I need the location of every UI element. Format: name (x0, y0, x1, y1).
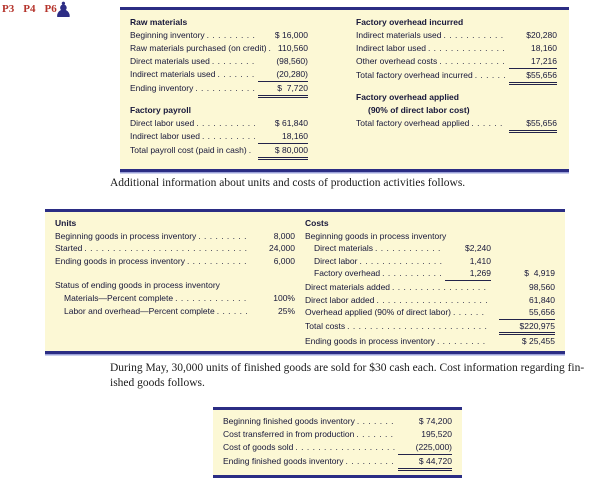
table-row (55, 279, 295, 292)
row-label: Beginning goods in process inventory (305, 230, 447, 241)
row-label: Total factory overhead applied (356, 118, 470, 128)
dot-leader (475, 69, 506, 82)
dot-leader (217, 305, 248, 318)
row-label: Materials—Percent complete (64, 292, 174, 303)
row-label: Other overhead costs (356, 56, 438, 66)
row-value: (225,000) (398, 441, 452, 455)
dot-leader (437, 335, 488, 348)
row-label: Direct labor used (130, 118, 195, 128)
row-value: 1,410 (469, 255, 491, 266)
problem-tag: P3 (2, 3, 15, 15)
row-value: (98,560) (276, 56, 308, 66)
table-row (305, 320, 555, 336)
row-label: Ending finished goods inventory (223, 456, 344, 466)
row-label: Indirect materials used (356, 30, 442, 40)
row-label: Direct materials (314, 243, 374, 254)
row-label: Ending goods in process inventory (305, 336, 435, 347)
raw-materials-payroll-column (130, 16, 308, 160)
row-label: Direct materials added (305, 281, 391, 292)
table-row (305, 230, 555, 243)
table-row (356, 69, 557, 85)
dot-leader (196, 117, 255, 130)
units-costs-table (45, 209, 565, 354)
dot-leader (444, 29, 506, 42)
row-value: (20,280) (258, 68, 308, 82)
section-header: Factory overhead applied (356, 92, 459, 102)
row-label: Total payroll cost (paid in cash) (130, 145, 247, 155)
paragraph-line: ished goods follows. (110, 377, 205, 389)
row-label: Labor and overhead—Percent complete (64, 305, 215, 316)
table-row (55, 255, 295, 268)
section-header: Factory overhead incurred (356, 17, 464, 27)
table-row (130, 144, 308, 160)
problem-tag: P4 (23, 3, 36, 15)
section-header: Raw materials (130, 17, 188, 27)
dot-leader (218, 68, 255, 81)
row-value: 24,000 (269, 243, 295, 254)
row-value: 18,160 (258, 130, 308, 144)
row-label: Ending goods in process inventory (55, 255, 185, 266)
dot-leader (347, 320, 488, 333)
table-row (223, 428, 452, 441)
dot-leader (175, 292, 248, 305)
dot-leader (439, 55, 506, 68)
dot-leader (382, 267, 442, 280)
row-spacer (55, 267, 295, 279)
dot-leader (195, 82, 255, 95)
dot-leader (392, 281, 488, 294)
units-column (55, 217, 295, 348)
dot-leader (202, 130, 255, 143)
section-subheader: (90% of direct labor cost) (368, 105, 470, 115)
section-header: Units (55, 218, 77, 228)
narrative-text: Additional information about units and costs of production activities follows. (110, 177, 466, 189)
row-label: Beginning inventory (130, 30, 205, 40)
dot-leader (187, 255, 248, 268)
table-row (356, 29, 557, 42)
dot-leader (295, 441, 395, 454)
row-value: 25% (277, 305, 295, 316)
row-value: 1,269 (445, 267, 491, 281)
row-label: Indirect materials used (130, 69, 216, 79)
row-label: Cost of goods sold (223, 442, 294, 452)
row-value: $20,280 (526, 30, 557, 40)
row-label: Direct labor added (305, 294, 375, 305)
dot-leader (359, 255, 442, 268)
table-row (356, 55, 557, 69)
dot-leader (269, 42, 275, 55)
dot-leader (356, 428, 395, 441)
table-row (55, 242, 295, 255)
paragraph-line: During May, 30,000 units of finished goods are sold for $30 cash each. Cost information regarding fin- (110, 362, 585, 374)
table-row (55, 230, 295, 243)
narrative-paragraph (110, 361, 588, 391)
row-value: 61,840 (529, 294, 555, 305)
row-value: 55,656 (499, 306, 555, 320)
table-row (130, 42, 308, 55)
table-row (130, 82, 308, 98)
finished-goods-table (213, 407, 462, 478)
table-row (55, 305, 295, 318)
table-row (305, 306, 555, 320)
table-row (305, 255, 555, 268)
table-row (305, 267, 555, 281)
row-value: $ 80,000 (258, 144, 308, 160)
row-value: 17,216 (509, 55, 557, 69)
row-value: 195,520 (421, 429, 452, 439)
row-value: 18,160 (531, 43, 557, 53)
dot-leader (207, 29, 255, 42)
table-row (223, 441, 452, 455)
table-row (305, 281, 555, 294)
row-value: 6,000 (273, 255, 295, 266)
row-label: Raw materials purchased (on credit) (130, 43, 267, 53)
row-label: Indirect labor used (130, 131, 200, 141)
dot-leader (346, 455, 396, 468)
dot-leader (84, 242, 248, 255)
row-label: Ending inventory (130, 83, 194, 93)
row-value: 98,560 (529, 281, 555, 292)
section-header: Costs (305, 218, 329, 228)
row-value: $ 16,000 (274, 30, 308, 40)
row-label: Total factory overhead incurred (356, 70, 473, 80)
factory-overhead-column (356, 16, 557, 160)
table-row (305, 335, 555, 348)
row-label: Factory overhead (314, 268, 381, 279)
row-value: 100% (273, 292, 295, 303)
section-header: Factory payroll (130, 105, 191, 115)
row-value: $ 61,840 (274, 118, 308, 128)
table-row (223, 415, 452, 428)
chess-pawn-icon: ♟ (54, 0, 73, 22)
table-row (130, 130, 308, 144)
row-value: $ 25,455 (521, 336, 555, 347)
dot-leader (376, 294, 488, 307)
dot-leader (375, 242, 442, 255)
table-row (356, 117, 557, 133)
row-label: Beginning goods in process inventory (55, 230, 197, 241)
row-label: Direct labor (314, 255, 358, 266)
dot-leader (453, 306, 488, 319)
dot-leader (428, 42, 506, 55)
costs-column (305, 217, 555, 348)
row-value: 110,560 (277, 43, 308, 53)
row-value: $ 74,200 (418, 416, 452, 426)
row-label: Status of ending goods in process inventory (55, 280, 220, 291)
row-value: $2,240 (465, 243, 491, 254)
table-row (130, 117, 308, 130)
row-value: $ 7,720 (258, 82, 308, 98)
row-label: Indirect labor used (356, 43, 426, 53)
table-row (130, 68, 308, 82)
dot-leader (249, 144, 255, 157)
row-value: $ 44,720 (398, 455, 452, 471)
row-label: Cost transferred in from production (223, 429, 355, 439)
table-row (130, 55, 308, 68)
row-label: Started (55, 243, 83, 254)
production-activity-table (120, 7, 569, 172)
row-label: Total costs (305, 320, 346, 331)
row-value: $220,975 (499, 320, 555, 336)
row-value: $55,656 (509, 117, 557, 133)
dot-leader (357, 415, 395, 428)
table-row (356, 42, 557, 55)
row-label: Overhead applied (90% of direct labor) (305, 307, 451, 318)
table-row (223, 455, 452, 471)
row-value: $55,656 (509, 69, 557, 85)
table-row (305, 294, 555, 307)
table-row (130, 29, 308, 42)
dot-leader (212, 55, 255, 68)
row-label: Beginning finished goods inventory (223, 416, 355, 426)
row-value: 8,000 (273, 230, 295, 241)
table-row (305, 242, 555, 255)
dot-leader (198, 230, 248, 243)
dot-leader (471, 117, 506, 130)
row-label: Direct materials used (130, 56, 210, 66)
row-value: $ 4,919 (524, 268, 555, 279)
table-row (55, 292, 295, 305)
problem-tag: P6 (44, 3, 57, 15)
